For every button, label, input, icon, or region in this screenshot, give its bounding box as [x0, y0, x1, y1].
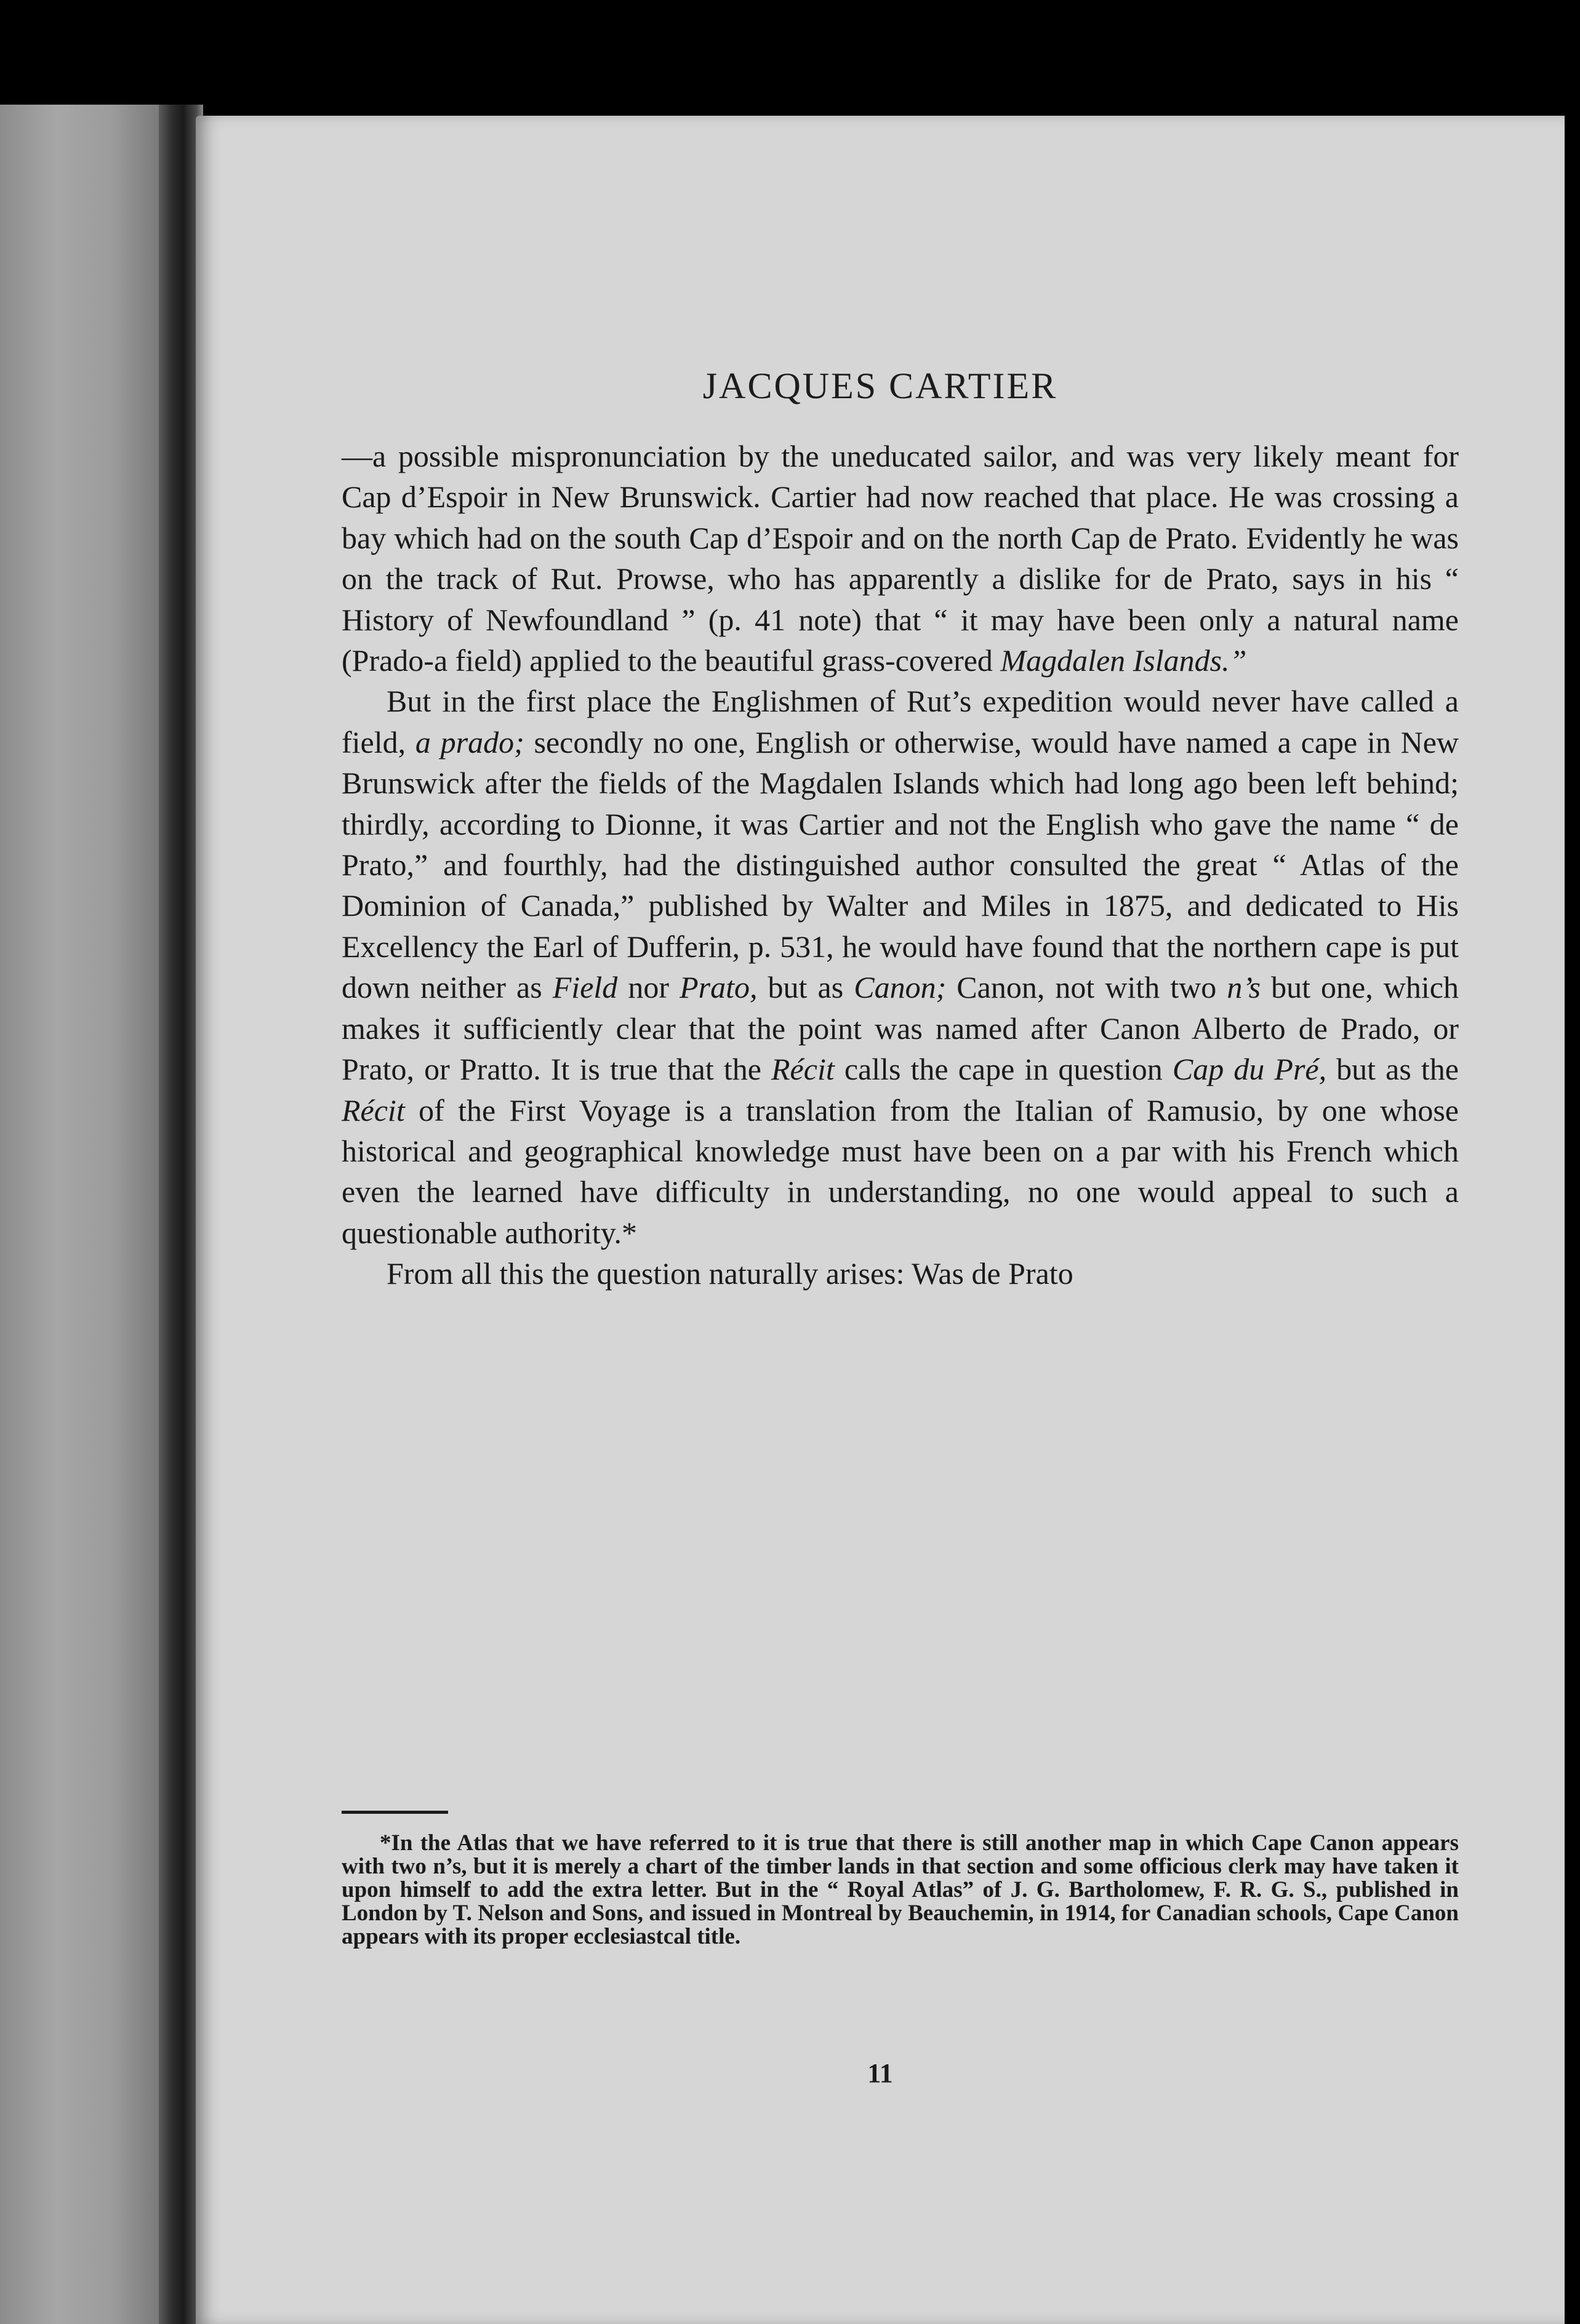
italic-ns: n’s: [1227, 970, 1261, 1005]
paragraph-2-text-d: but as: [757, 970, 854, 1005]
book-page: [196, 116, 1565, 2324]
paragraph-1: [342, 436, 1459, 681]
footnote: *In the Atlas that we have referred to it is true that there is still another map in which Cape Canon appears with two n’s, but it is merely a chart of the timber lands in that section and some officious clerk may have taken it upon himself to add the extra letter. But in the “ Royal Atlas” of J. G. Bartholomew, F. R. G. S., published in London by T. Nelson and Sons, and issued in Montreal by Beauchemin, in 1914, for Canadian schools, Cape Canon appears with its proper ecclesiastcal title.: [342, 1830, 1459, 1949]
paragraph-2-text-c: nor: [617, 970, 680, 1005]
paragraph-1-text: —a possible mispronunciation by the uneducated sailor, and was very likely meant for Cap d’Espoir in New Brunswick. Cartier had now reached that place. He was crossing a bay which had on the south Cap d’Espoir and on the north Cap de Prato. Evidently he was on the track of Rut. Prowse, who has apparently a dislike for de Prato, says in his “ History of Newfoundland ” (p. 41 note) that “ it may have been only a natural name (Prado-a field) applied to the beautiful grass-covered: [342, 439, 1459, 678]
page-number: 11: [867, 2058, 893, 2088]
running-head: JACQUES CARTIER: [702, 366, 1058, 406]
italic-a-prado: a prado;: [415, 724, 524, 759]
paragraph-2-text-b: secondly no one, English or otherwise, would have named a cape in New Brunswick after the fields of the Magdalen Islands which had long ago been left behind; thirdly, according to Dionne, it was Cartier and not the English who gave the name “ de Prato,” and fourthly, had the distinguished author consulted the great “ Atlas of the Dominion of Canada,” published by Walter and Miles in 1875, and dedicated to His Excellency the Earl of Dufferin, p. 531, he would have found that the northern cape is put down neither as: [342, 724, 1459, 1005]
paragraph-2-text-h: but as the: [1326, 1052, 1459, 1087]
paragraph-2-text-e: Canon, not with two: [946, 970, 1227, 1005]
italic-canon: Canon;: [854, 970, 947, 1005]
paragraph-2-text-i: of the First Voyage is a translation from the Italian of Ramusio, by one whose historical and geographical knowledge must have been on a par with his French which even the learned have difficulty in understanding, no one would appeal to such a questionable authority.*: [342, 1092, 1459, 1250]
paragraph-3: From all this the question naturally arises: Was de Prato: [387, 1256, 1073, 1291]
italic-prato: Prato,: [680, 970, 758, 1005]
paragraph-2: [342, 681, 1459, 1253]
paragraph-2-text-f: but one, which makes it sufficiently clear that the point was named after Canon Alberto de Prado, or Prato, or Pratto. It is true that the: [342, 970, 1459, 1087]
facing-page-edge: [0, 105, 159, 2324]
footnote-rule: [342, 1811, 448, 1814]
italic-recit-1: Récit: [771, 1052, 835, 1087]
body-text: [342, 436, 1459, 1294]
paragraph-2-text-g: calls the cape in question: [834, 1052, 1173, 1087]
paragraph-2-text-a: But in the first place the Englishmen of Rut’s expedition would never have called a field,: [342, 684, 1459, 759]
italic-cap-du-pre: Cap du Pré,: [1172, 1052, 1327, 1087]
italic-magdalen-islands: Magdalen Islands.”: [1000, 643, 1247, 678]
italic-recit-2: Récit: [342, 1092, 405, 1128]
italic-field: Field: [552, 970, 618, 1005]
